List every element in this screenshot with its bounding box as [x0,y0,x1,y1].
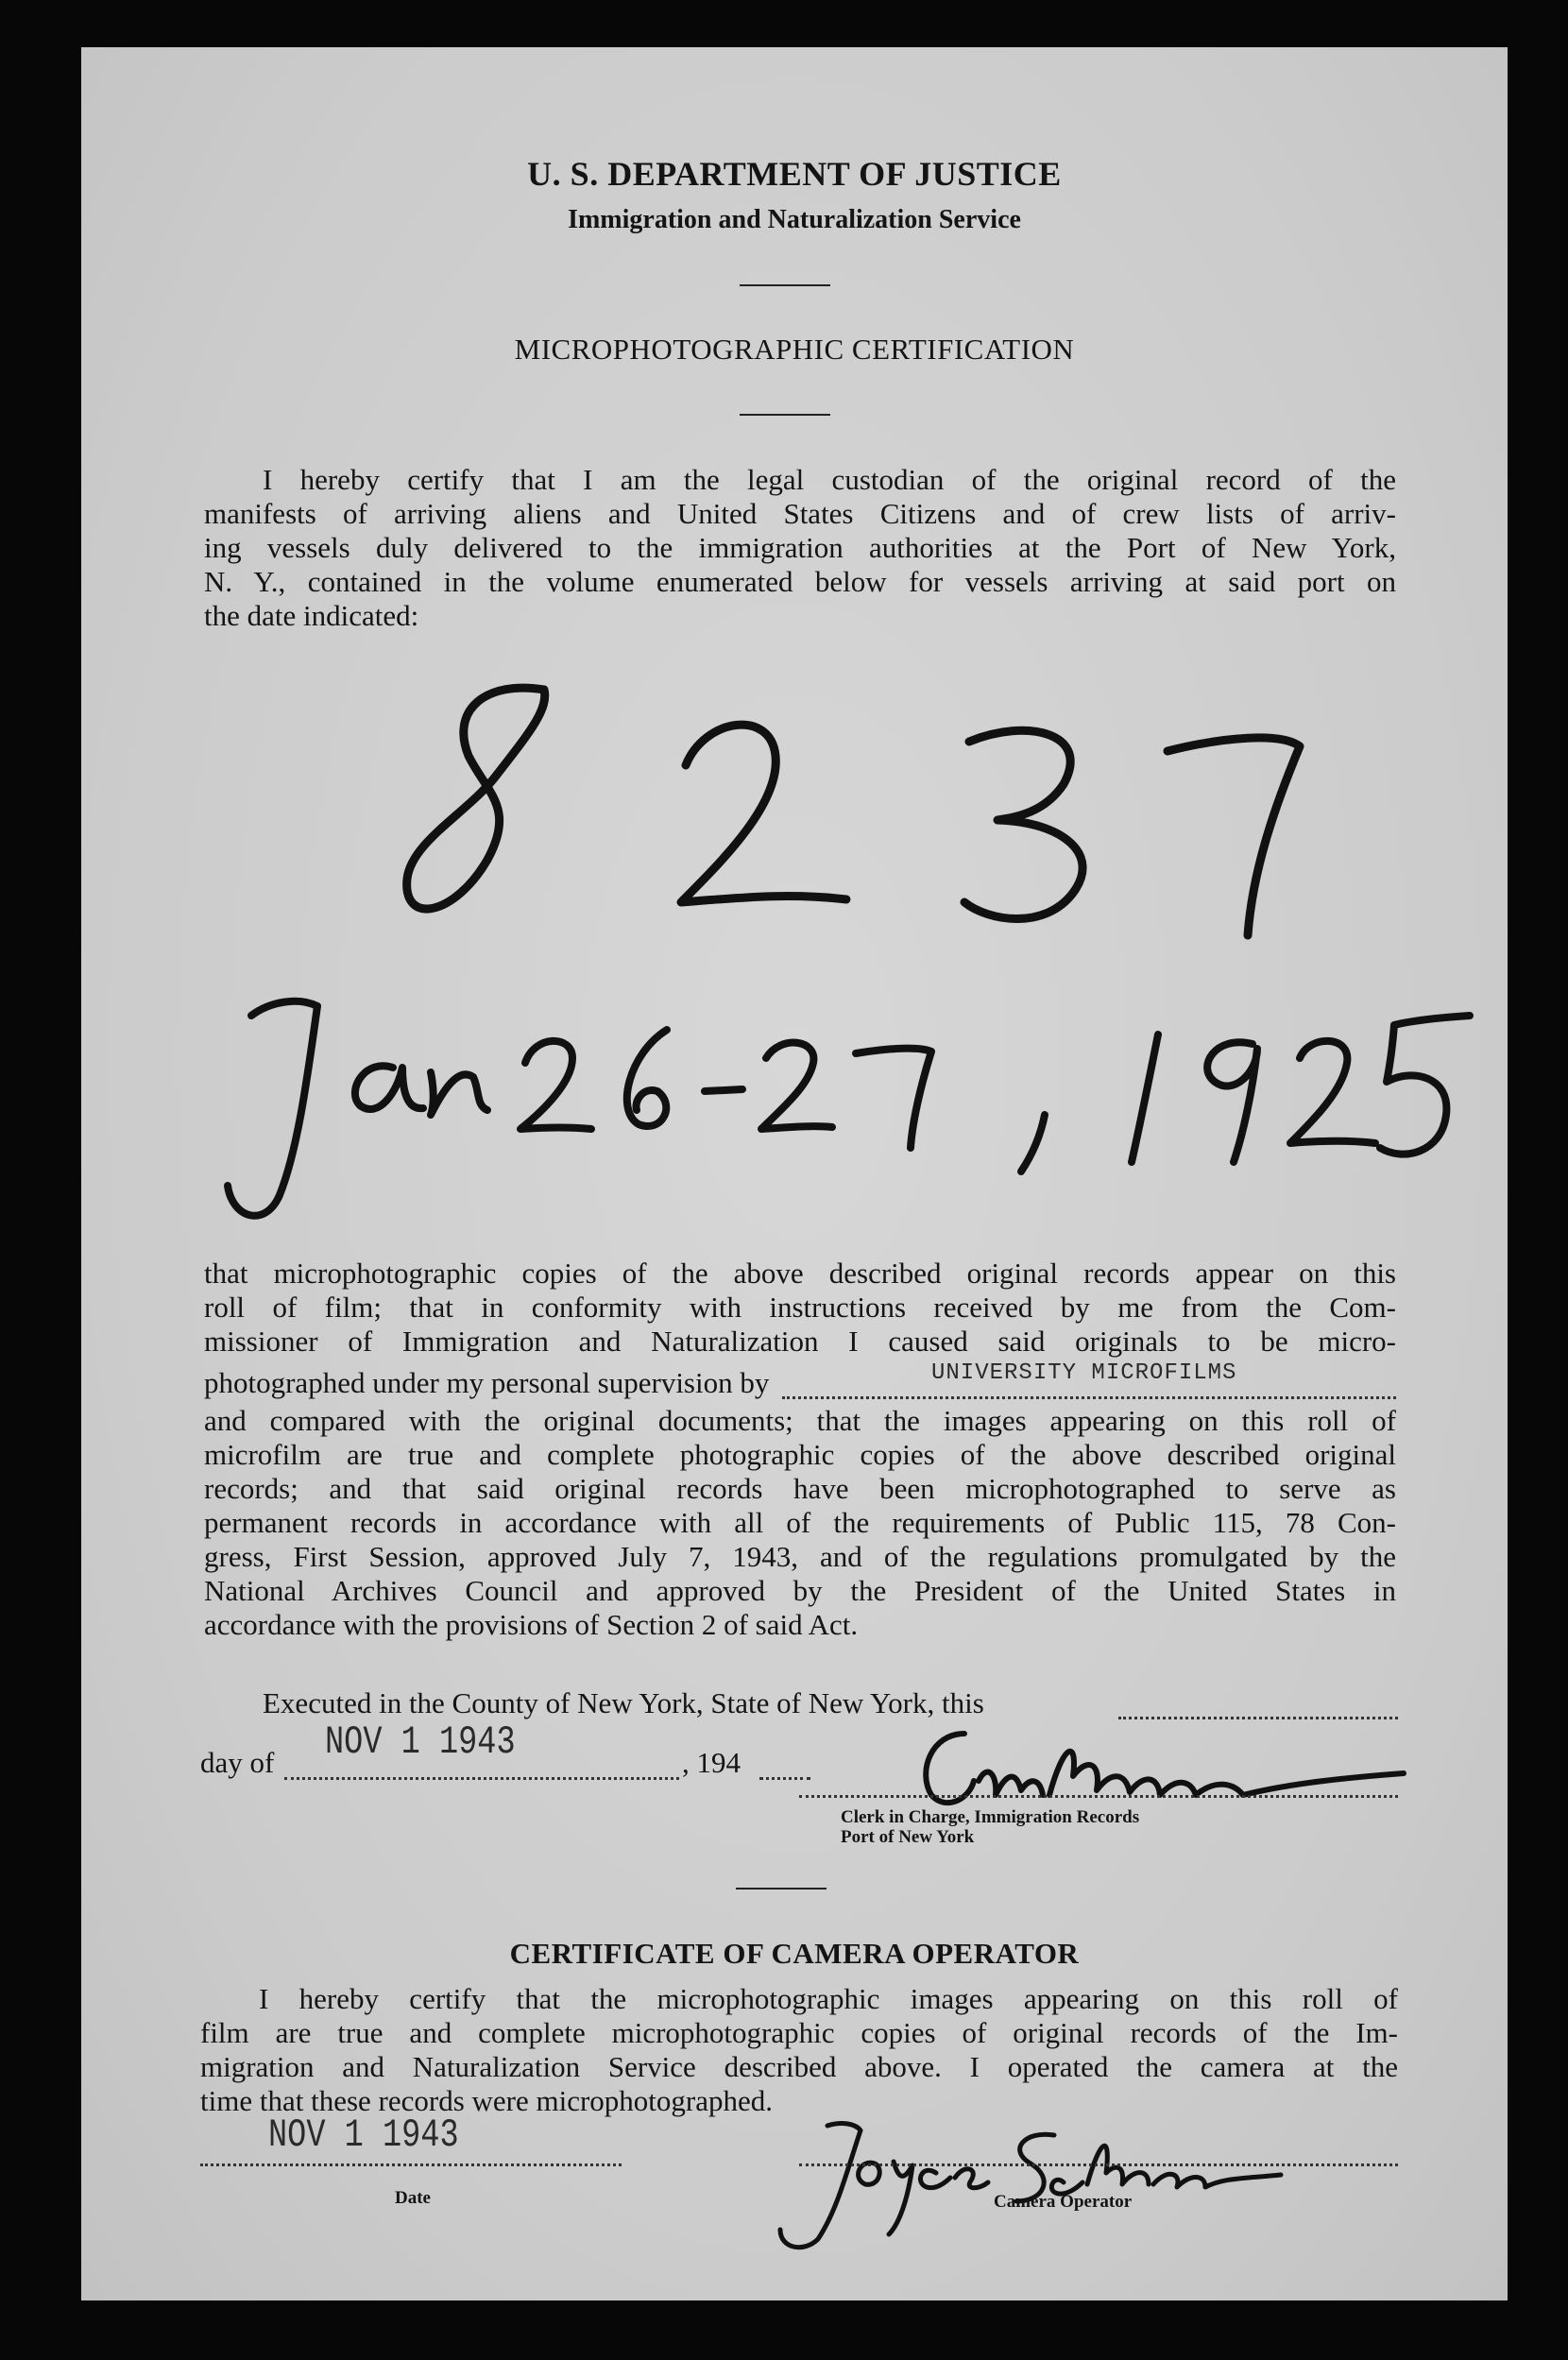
body-line: permanent records in accordance with all of the requirements of Public 115, 78 Con- [204,1506,1396,1539]
year-prefix: , 194 [682,1746,741,1779]
camera-certificate-heading: CERTIFICATE OF CAMERA OPERATOR [509,1937,1080,1970]
body-paragraph-continued [204,1404,1396,1642]
executed-statement: Executed in the County of New York, State of New York, this [263,1686,984,1719]
supervisor-fill-line [782,1396,1396,1399]
clerk-title-line1: Clerk in Charge, Immigration Records [841,1807,1140,1827]
camera-date-stamp: NOV 1 1943 [268,2112,459,2158]
body-paragraph [204,1257,1396,1359]
camera-line: I hereby certify that the microphotographic images appearing on this roll of [259,1982,1398,2015]
intro-line: the date indicated: [204,599,419,632]
certificate-sheet [81,47,1508,2300]
service-subheading: Immigration and Naturalization Service [568,205,1021,234]
camera-date-label: Date [395,2188,431,2208]
day-of-label: day of [200,1746,275,1779]
camera-line: time that these records were microphotographed. [200,2084,773,2117]
body-line: that microphotographic copies of the above described original records appear on this [204,1257,1396,1290]
body-line: microfilm are true and complete photographic copies of the above described original [204,1438,1396,1471]
body-line: records; and that said original records have been microphotographed to serve as [204,1472,1396,1505]
body-line: missioner of Immigration and Naturalization I caused said originals to be micro- [204,1325,1396,1358]
clerk-signature-line [799,1795,1398,1798]
intro-line: N. Y., contained in the volume enumerated below for vessels arriving at said port on [204,565,1396,598]
body-line: accordance with the provisions of Section 2 of said Act. [204,1608,859,1641]
camera-operator-signature [752,2107,1338,2258]
body-line: and compared with the original documents; that the images appearing on this roll of [204,1404,1396,1437]
body-line: National Archives Council and approved by the President of the United States in [204,1574,1396,1607]
university-microfilms-stamp: UNIVERSITY MICROFILMS [931,1360,1237,1386]
stamp-lead-line [204,1366,769,1400]
title-divider [740,414,830,416]
header-divider [740,284,830,286]
camera-section-divider [736,1888,827,1890]
day-of-fill-line [284,1777,679,1780]
camera-operator-label: Camera Operator [994,2192,1133,2212]
camera-line: migration and Naturalization Service described above. I operated the camera at the [200,2050,1398,2083]
clerk-title-line2: Port of New York [841,1827,975,1847]
camera-line: film are true and complete microphotographic copies of original records of the Im- [200,2016,1398,2049]
handwritten-volume-number [346,652,1309,964]
body-line: roll of film; that in conformity with instructions received by me from the Com- [204,1291,1396,1324]
intro-line: manifests of arriving aliens and United States Citizens and of crew lists of arriv- [204,497,1396,530]
body-line: gress, First Session, approved July 7, 1943, and of the regulations promulgated by the [204,1540,1396,1573]
department-heading: U. S. DEPARTMENT OF JUSTICE [527,155,1062,193]
executed-date-stamp: NOV 1 1943 [325,1719,516,1765]
camera-certificate-paragraph [200,1982,1398,2118]
handwritten-date-range [176,959,1498,1242]
certification-title: MICROPHOTOGRAPHIC CERTIFICATION [514,333,1075,366]
camera-operator-signature-line [799,2163,1398,2166]
intro-paragraph [204,463,1396,633]
intro-line: I hereby certify that I am the legal custodian of the original record of the [263,463,1396,496]
stamp-lead-text: photographed under my personal supervision by [204,1366,770,1399]
intro-line: ing vessels duly delivered to the immigration authorities at the Port of New York, [204,531,1396,564]
year-fill-line [759,1777,810,1780]
camera-date-line [200,2163,622,2166]
